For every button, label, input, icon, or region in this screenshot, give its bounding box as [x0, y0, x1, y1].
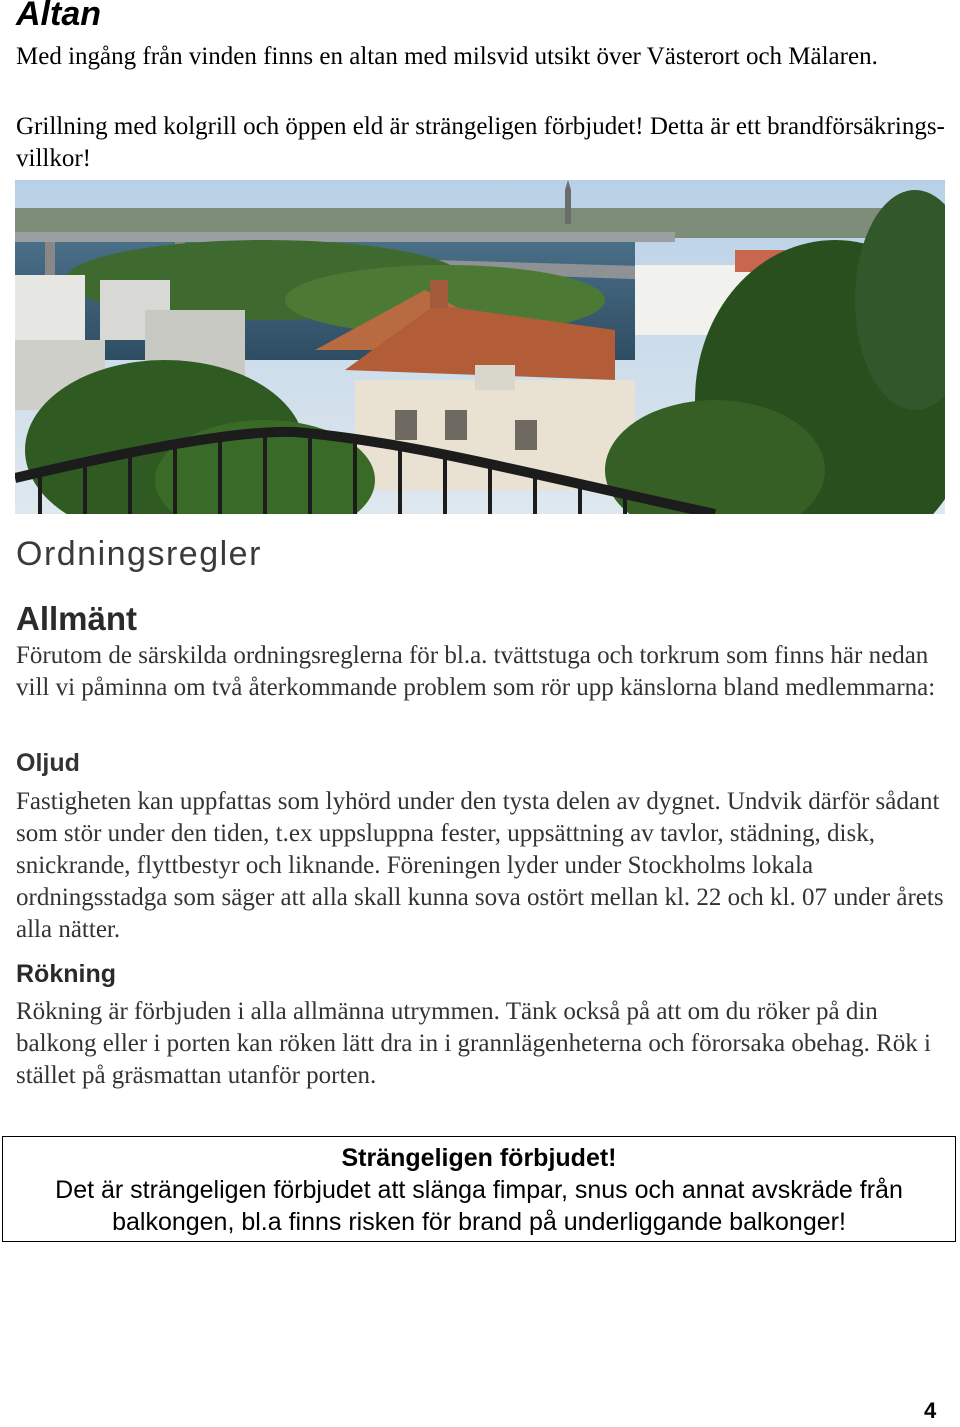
smoking-heading: Rökning: [16, 960, 116, 988]
altan-paragraph-grill: Grillning med kolgrill och öppen eld är strängeligen förbjudet! Detta är ett brandförsäkrings-villkor!: [16, 113, 945, 172]
smoking-paragraph: Rökning är förbjuden i alla allmänna utrymmen. Tänk också på att om du röker på din balkong eller i porten kan röken lätt dra in i grannlägenheterna och förorsaka obehag. Rök i stället på gräsmattan utanför porten.: [16, 998, 931, 1089]
altan-heading: Altan: [16, 0, 101, 33]
rules-title: Ordningsregler: [16, 535, 262, 573]
notice-text: Det är strängeligen förbjudet att slänga fimpar, snus och annat avskräde från balkongen, bl.a finns risken för brand på underliggande balkonger!: [55, 1176, 903, 1236]
page-number: 4: [924, 1398, 937, 1423]
prohibition-notice-box: [2, 1136, 956, 1242]
general-paragraph: Förutom de särskilda ordningsreglerna för bl.a. tvättstuga och torkrum som finns här nedan vill vi påminna om två återkommande problem som rör upp känslorna bland medlemmarna:: [16, 642, 936, 701]
noise-heading: Oljud: [16, 749, 80, 777]
notice-title: Strängeligen förbjudet!: [341, 1144, 617, 1172]
altan-paragraph-view: Med ingång från vinden finns en altan med milsvid utsikt över Västerort och Mälaren.: [16, 43, 878, 70]
terrace-view-photo: [15, 180, 945, 514]
noise-paragraph: Fastigheten kan uppfattas som lyhörd under den tysta delen av dygnet. Undvik därför sådant som stör under den tiden, t.ex uppsluppna fester, uppsättning av tavlor, städning, disk, snickrande, flyttbestyr och liknande. Föreningen lyder under Stockholms lokala ordningsstadga som säger att alla skall kunna sova ostört mellan kl. 22 och kl. 07 under årets alla nätter.: [16, 788, 944, 943]
general-heading: Allmänt: [16, 600, 138, 637]
